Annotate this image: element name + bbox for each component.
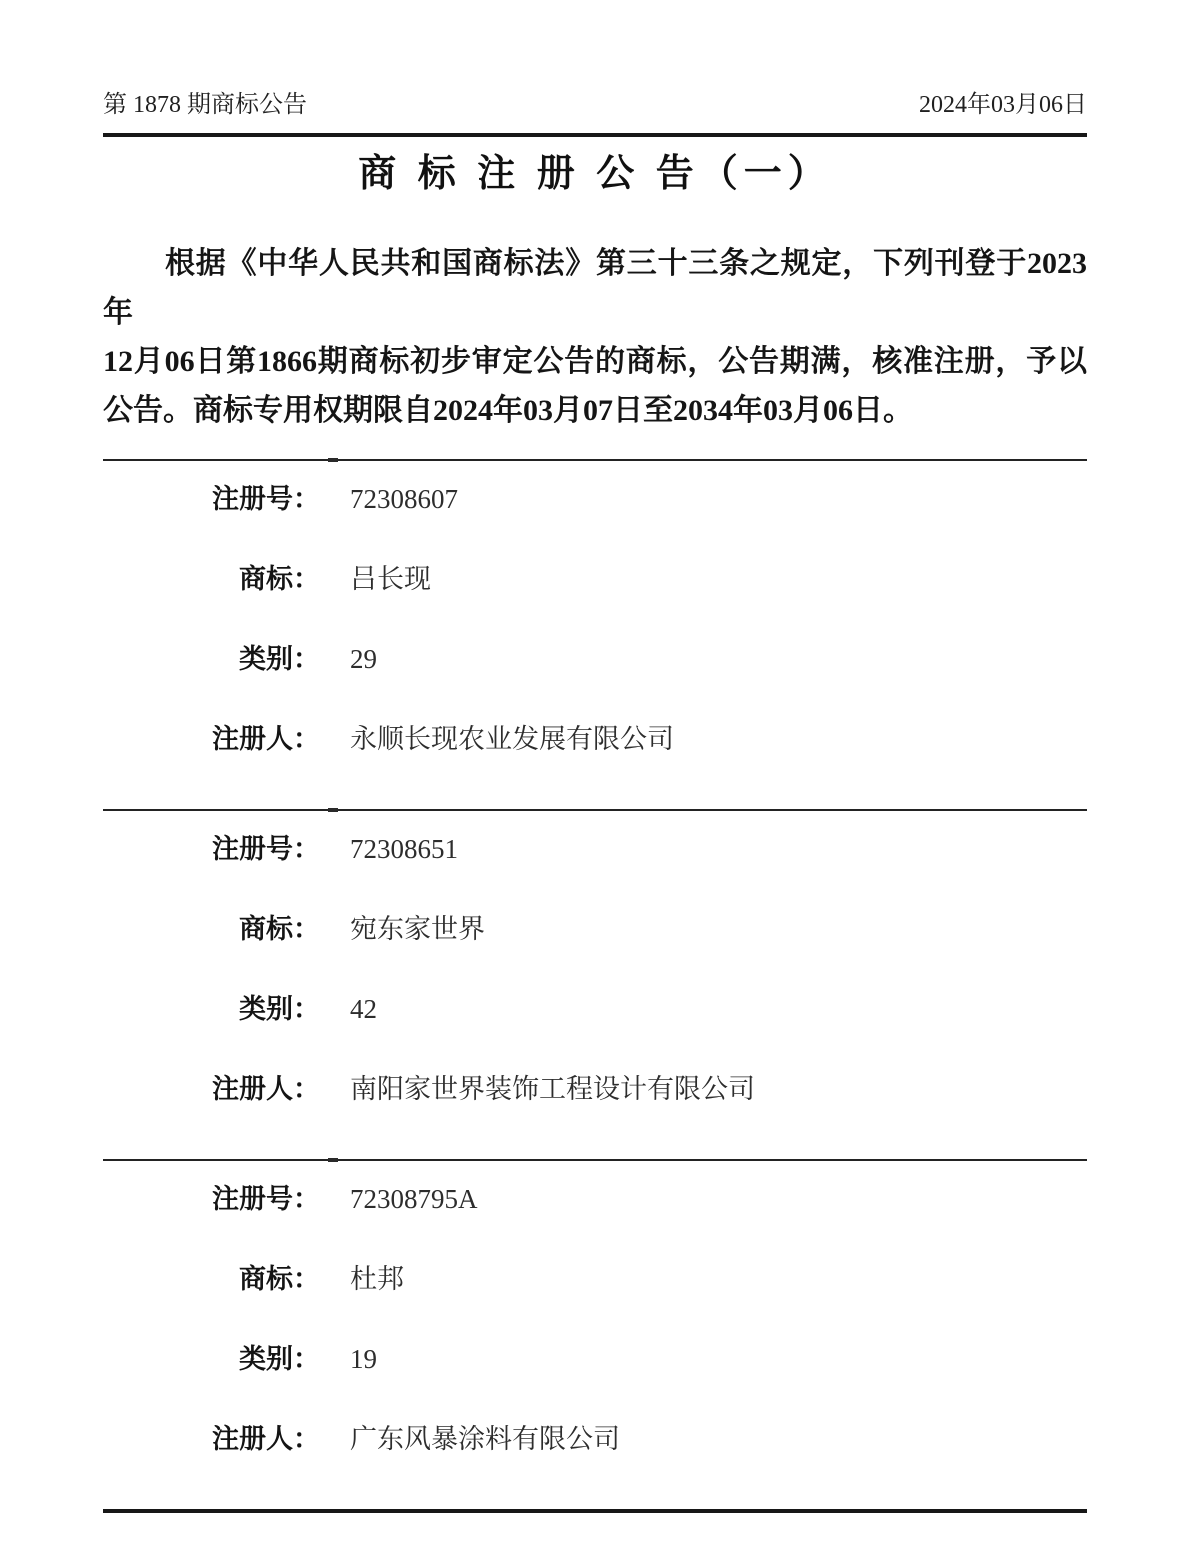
- reg-no-value: 72308607: [350, 484, 458, 514]
- reg-no-label: 注册号：: [212, 484, 320, 514]
- registrant-label: 注册人：: [212, 1074, 320, 1104]
- registrant-value: 永顺长现农业发展有限公司: [350, 724, 674, 754]
- intro-line-1: 根据《中华人民共和国商标法》第三十三条之规定，下列刊登于2023年: [103, 247, 1087, 329]
- category-value: 42: [350, 994, 377, 1024]
- category-value: 19: [350, 1344, 377, 1374]
- registrant-value: 广东风暴涂料有限公司: [350, 1424, 620, 1454]
- trademark-value: 宛东家世界: [350, 914, 485, 944]
- registrant-value: 南阳家世界装饰工程设计有限公司: [350, 1074, 755, 1104]
- intro-line-2: 12月06日第1866期商标初步审定公告的商标，公告期满，核准注册，予以: [103, 345, 1087, 378]
- trademark-value: 吕长现: [350, 564, 431, 594]
- category-row: [103, 1341, 1087, 1421]
- trademark-label: 商标：: [239, 1264, 320, 1294]
- trademark-record-1: [103, 459, 1087, 809]
- trademark-record-3: [103, 1159, 1087, 1509]
- reg-no-label: 注册号：: [212, 834, 320, 864]
- intro-line-3: 公告。商标专用权期限自2024年03月07日至2034年03月06日。: [103, 394, 913, 427]
- trademark-label: 商标：: [239, 914, 320, 944]
- registrant-label: 注册人：: [212, 1424, 320, 1454]
- trademark-record-2: [103, 809, 1087, 1159]
- category-row: [103, 641, 1087, 721]
- trademark-value: 杜邦: [350, 1264, 404, 1294]
- registrant-label: 注册人：: [212, 724, 320, 754]
- category-label: 类别：: [239, 994, 320, 1024]
- page-title: 商 标 注 册 公 告（一）: [358, 153, 832, 195]
- registrant-row: [103, 721, 1087, 801]
- registrant-row: [103, 1071, 1087, 1151]
- gazette-issue: 第 1878 期商标公告: [103, 92, 307, 118]
- reg-no-label: 注册号：: [212, 1184, 320, 1214]
- trademark-row: [103, 561, 1087, 641]
- reg-no-row: [103, 831, 1087, 911]
- registrant-row: [103, 1421, 1087, 1501]
- trademark-label: 商标：: [239, 564, 320, 594]
- trademark-row: [103, 911, 1087, 991]
- category-label: 类别：: [239, 1344, 320, 1374]
- gazette-date: 2024年03月06日: [919, 92, 1087, 118]
- page-header: [103, 90, 1087, 137]
- reg-no-row: [103, 1181, 1087, 1261]
- reg-no-row: [103, 481, 1087, 561]
- trademark-row: [103, 1261, 1087, 1341]
- category-row: [103, 991, 1087, 1071]
- record-list: [103, 459, 1087, 1513]
- intro-paragraph: [103, 239, 1087, 435]
- reg-no-value: 72308651: [350, 834, 458, 864]
- reg-no-value: 72308795A: [350, 1184, 478, 1214]
- category-value: 29: [350, 644, 377, 674]
- category-label: 类别：: [239, 644, 320, 674]
